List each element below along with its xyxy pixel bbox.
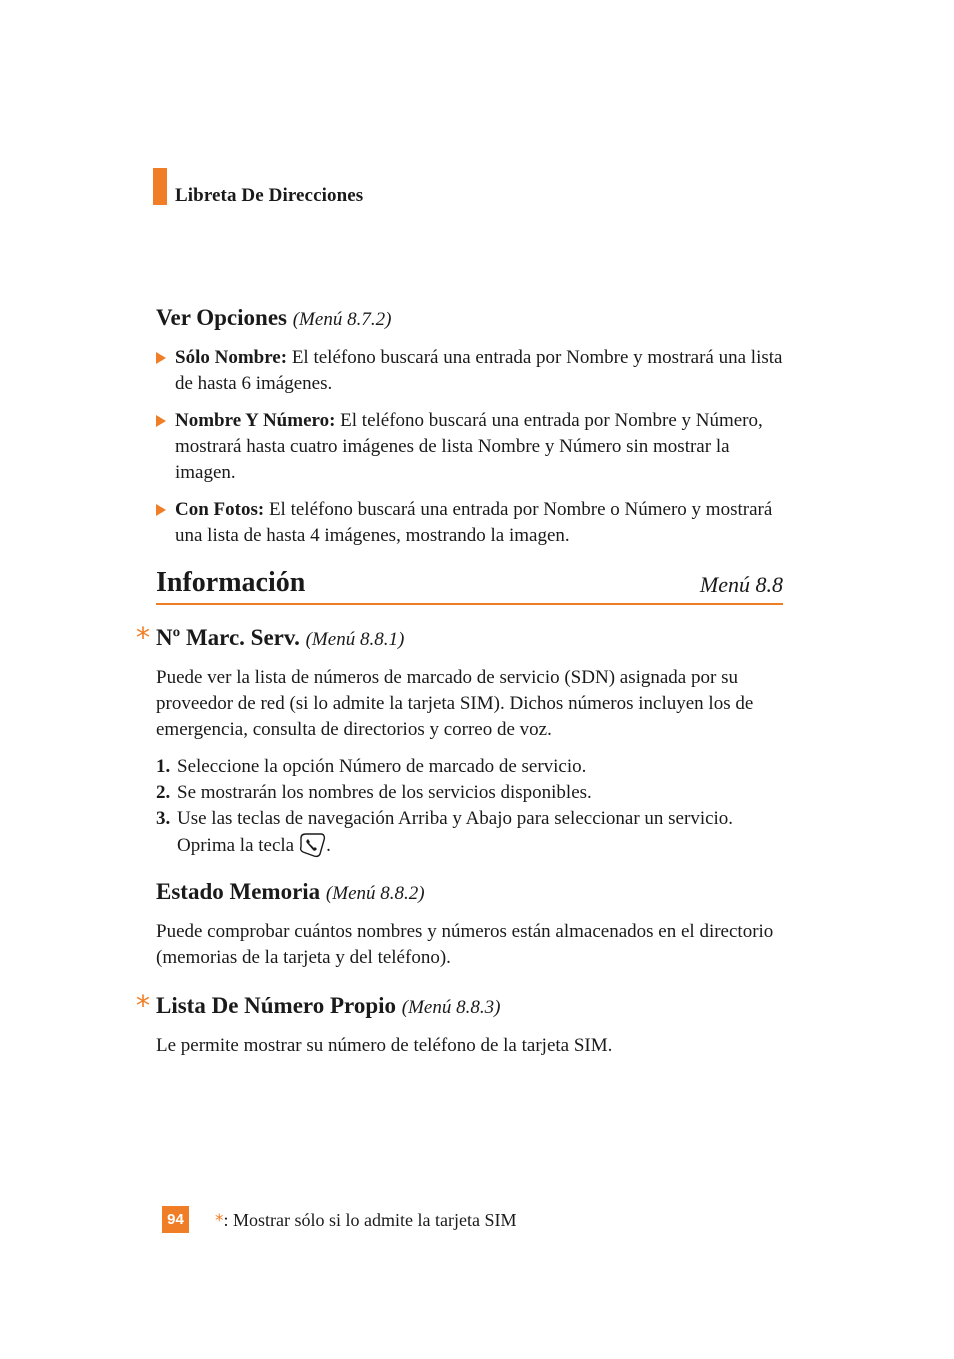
marc-serv-heading — [156, 625, 404, 651]
sim-only-star-icon: * — [136, 621, 150, 654]
triangle-bullet-icon — [156, 504, 166, 516]
page-header-title: Libreta De Direcciones — [175, 185, 364, 206]
marc-serv-steps — [156, 754, 796, 859]
numero-propio-description: Le permite mostrar su número de teléfono de la tarjeta SIM. — [156, 1035, 613, 1056]
bullet-label: Con Fotos: — [175, 499, 265, 520]
step-text: Se mostrarán los nombres de los servicios disponibles. — [177, 782, 592, 803]
ver-opciones-menu: (Menú 8.7.2) — [292, 309, 392, 330]
triangle-bullet-icon — [156, 415, 166, 427]
marc-serv-title: Nº Marc. Serv. — [156, 625, 300, 650]
estado-memoria-heading — [156, 879, 425, 905]
step-text: Seleccione la opción Número de marcado de servicio. — [177, 756, 587, 777]
marc-serv-menu: (Menú 8.8.1) — [305, 629, 405, 650]
list-item — [156, 345, 786, 397]
footnote-text: : Mostrar sólo si lo admite la tarjeta SIM — [223, 1210, 517, 1230]
bullet-text: El teléfono buscará una entrada por Nombre y mostrará una lista de hasta 6 imágenes. — [175, 347, 783, 394]
numero-propio-title: Lista De Número Propio — [156, 993, 396, 1018]
estado-memoria-description: Puede comprobar cuántos nombres y números están almacenados en el directorio (memorias de la tarjeta y del teléfono). — [156, 921, 774, 968]
numero-propio-menu: (Menú 8.8.3) — [401, 997, 501, 1018]
triangle-bullet-icon — [156, 352, 166, 364]
step-text: Use las teclas de navegación Arriba y Abajo para seleccionar un servicio. Oprima la tecla — [177, 808, 734, 856]
numero-propio-heading — [156, 993, 500, 1019]
list-item — [156, 408, 786, 486]
bullet-label: Sólo Nombre: — [175, 347, 288, 368]
step-text-end: . — [326, 835, 331, 856]
bullet-text: El teléfono buscará una entrada por Nombre y Número, mostrará hasta cuatro imágenes de lista Nombre y Número sin mostrar la imagen. — [175, 410, 763, 483]
send-key-icon — [298, 832, 326, 858]
footnote — [215, 1209, 516, 1232]
step-number: 1. — [156, 756, 171, 777]
estado-memoria-menu: (Menú 8.8.2) — [325, 883, 425, 904]
page-number: 94 — [162, 1206, 189, 1233]
informacion-menu: Menú 8.8 — [699, 572, 783, 597]
list-item — [156, 497, 786, 549]
step-number: 2. — [156, 782, 171, 803]
heading-divider — [156, 603, 783, 605]
sim-only-star-icon: * — [136, 989, 150, 1022]
step-item — [156, 806, 737, 859]
header-accent-bar — [153, 168, 167, 205]
step-number: 3. — [156, 808, 171, 829]
ver-opciones-title: Ver Opciones — [156, 305, 287, 330]
ver-opciones-heading — [156, 305, 391, 331]
marc-serv-description: Puede ver la lista de números de marcado de servicio (SDN) asignada por su proveedor de red (si lo admite la tarjeta SIM). Dichos números incluyen los de emergencia, consulta de directorios y correo de voz. — [156, 667, 754, 740]
footnote-star-icon: * — [215, 1211, 224, 1231]
bullet-label: Nombre Y Número: — [175, 410, 336, 431]
step-item — [156, 780, 796, 806]
step-item — [156, 754, 796, 780]
informacion-heading: Información — [156, 567, 306, 598]
estado-memoria-title: Estado Memoria — [156, 879, 321, 904]
bullet-text: El teléfono buscará una entrada por Nombre o Número y mostrará una lista de hasta 4 imágenes, mostrando la imagen. — [175, 499, 773, 546]
